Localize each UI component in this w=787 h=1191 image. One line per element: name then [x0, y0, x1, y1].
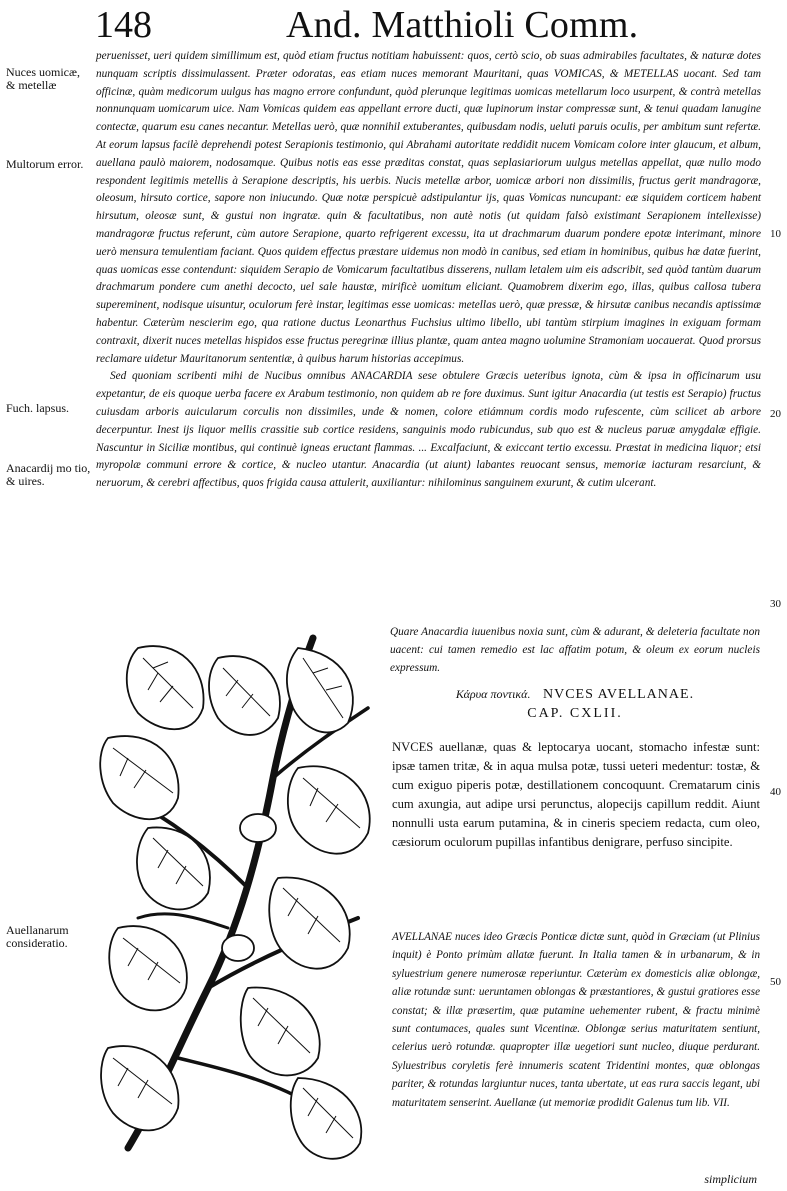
line-number-20: 20	[770, 408, 781, 420]
commentary-auellanae: AVELLANAE nuces ideo Græcis Ponticæ dictæ sunt, quòd in Græciam (ut Plinius inquit) è Ponto primùm allatæ fuerunt. In Italia tamen & in urbanarum, & in syluestrium genere numerosæ reperiuntur. Cæterùm ex domesticis aliæ oblongæ, aliæ rotundæ sunt: ueruntamen oblongas & præstantiores, & gustui gratiores esse constat; & illæ præsertim, quæ putamine uehementer rubent, & fractu minimè sunt contumaces, quales sunt Vicentinæ. Oblongæ serius maturitatem sentiunt, celerius uerò rotundæ. quapropter illæ uegetiori sunt nucleo, diuque perdurant. Syluestribus coryletis ferè innumeris scatent Tridentini montes, quæ oblongas pariter, & rotundas largiuntur nuces, tanta ubertate, ut eas rura saccis legant, ubi maturitatem senserint. Auellanæ (ut memoriæ prodidit Galenus tum lib. VII.	[392, 931, 760, 1109]
margin-note-auellanae: Auellanarum consideratio.	[6, 923, 69, 950]
chapter-number: CAP. CXLII.	[527, 706, 623, 721]
margin-note-nuces: Nuces uomicæ, & metellæ	[6, 65, 80, 92]
margin-note-error: Multorum error.	[6, 157, 84, 171]
line-number-50: 50	[770, 976, 781, 988]
line-number-30: 30	[770, 598, 781, 610]
page-number: 148	[95, 4, 152, 46]
page-header	[0, 4, 787, 48]
paragraph-nuces-vomicae: peruenisset, ueri quidem simillimum est, quòd etiam fructus notitiam habuissent: quos, certò scio, ob suas admirabiles facultates, & naturæ dotes nunquam scriptis dissimulassent. Præter odoratas, eas etiam nuces memorant Mauritani, quas VOMICAS, & METELLAS uocant. Sed tam officinæ, quàm medicorum uulgus has magno errore confundunt, quòd plerunque legitimas uomicas metellarum loco usurpent, & contrà metellas nonnunquam uomicarum uice. Nam Vomicas quidem eas appellant errore ducti, quæ lupinorum instar compressæ sunt, & tenui quadam lanugine contectæ, quarum esu canes necantur. Metellas uerò, quæ nonnihil extuberantes, quibusdam nodis, ueluti paruis oculis, per ambitum sunt refertæ. At eorum lapsus facilè deprehendi potest Serapionis testimonio, qui Abrahami autoritate reddidit nucem Vomicam colore inter glaucum, et album, auellana paulò maiorem, nodosamque. Quibus notis eas esse præditas constat, quas seplasiariorum uulgus metellas appellat, quæ nullo modo respondent legitimis metellis à Serapione descriptis, his uerbis. Nucis metellæ arbor, uomicæ arbori non dissimilis, fructus gerit mandragoræ, oleosum, hirsuto cortice, sapore non iniucundo. Quæ notæ perspicuè adstipulantur ijs, quas Vomicas nuncupant: eæ siquidem corticem habent hirsutum, oleosæ sunt, & gustui non ingratæ. quin & facultatibus, non autè notis (ut quidam falsò existimant Serapionem intellexisse) mandragoræ fructus referunt, cùm autore Serapione, quarto refrigerent excessu, ita ut drachmarum duarum pondere epotæ interimant, minore uerò mensura temulentiam faciant. Quos quidem effectus præstare uidemus non modò in canibus, sed etiam in hominibus, quibus hæ datæ fuerint, quas uomicas esse contendunt: siquidem Serapio de Vomicarum facultatibus disserens, nullam letalem uim eis adscribit, sed quòd tantùm duarum drachmarum pondere cum anethi decocto, uel sale haustæ, mirificè uomitum eliciant. Quamobrem dixerim ego, illas, quibus callosa tubera supereminent, nodisque uisuntur, oculorum ferè instar, legitimas esse uomicas: metellas uerò, quæ pressæ, & hirsutæ canibus necandis aptissimæ habentur. Cæterùm nescierim ego, qua ratione ductus Leonarthus Fuchsius ultimo libello, ubi tantùm stirpium imagines in exiguam formam contraxit, dixerit nuces metellas hispidos esse fructus peregrinæ illius plantæ, quam antea magno uolumine Stramoniam uocauerat. Quod prorsus reclamare uidetur Mauritanorum sententiæ, à quibus harum historias accepimus.	[96, 50, 761, 365]
line-number-40: 40	[770, 786, 781, 798]
chapter-title: NVCES AVELLANAE.	[542, 687, 695, 702]
paragraph-anacardia: Sed quoniam scribenti mihi de Nucibus omnibus ANACARDIA sese obtulere Græcis ueteribus ignota, cùm & ipsa in officinarum usu expetantur, de eis quoque uerba facere ex Arabum testimonio, non quidem ab re fore duximus. Sunt igitur Anacardia (ut testis est Serapio) fructus cuiusdam arboris auicularum corculis non dissimiles, unde & nomen, colore etiámnum cordis modo rufescente, cùm scilicet ab arbore decerpuntur. Inest ijs liquor mellis crassitie sub cortice residens, sanguinis modo rubicundus, sub quo est & nucleus paruæ amygdalæ effigie. Nascuntur in Siciliæ montibus, qui continuè igneas eructant flammas. ... Excalfaciunt, & exiccant tertio excessu. Præstat in medicina liquor; etsi myropolæ communi errore & cortice, & nucleo utantur. Anacardia (ut aiunt) labantes reuocant sensus, memoriæ iacturam resarciunt, & neruorum, & cerebri affectibus, quos frigida causa attulerit, auxiliantur: nihilominus sanguinem exurunt, & cutim ulcerant.	[96, 370, 761, 490]
top-text-block	[96, 48, 761, 493]
margin-note-anacardium: Anacardij mo tio, & uires.	[6, 461, 91, 488]
dioscorides-text: NVCES auellanæ, quas & leptocarya uocant, stomacho infestæ sunt: ipsæ tamen tritæ, & in aqua mulsa potæ, tussi ueteri medentur: tostæ, & cum exiguo piperis potæ, destillationem concoquunt. Crematarum cinis cum axungia, aut adipe ursi perunctus, alopecijs capillum reddit. Aiunt nonnulli usta earum putamina, & in cineris speciem redacta, cum oleo, cæsiorum oculorum pupillas infantibus denigrare, perfuso sincipite.	[392, 740, 760, 849]
line-number-10: 10	[770, 228, 781, 240]
chapter-heading	[390, 684, 760, 705]
margin-note-fuchsius: Fuch. lapsus.	[6, 401, 69, 415]
hazel-branch-illustration	[98, 628, 388, 1168]
running-title: And. Matthioli Comm.	[286, 4, 639, 46]
chapter-greek-title: Κάρυα ποντικά.	[455, 687, 531, 701]
paragraph-continuation: Quare Anacardia iuuenibus noxia sunt, cùm & adurant, & deleteria facultate non uacent: cui tamen remedio est lac affatim potum, & oleum ex eorum nucleis expressum.	[390, 626, 760, 674]
catchword: simplicium	[704, 1172, 757, 1186]
